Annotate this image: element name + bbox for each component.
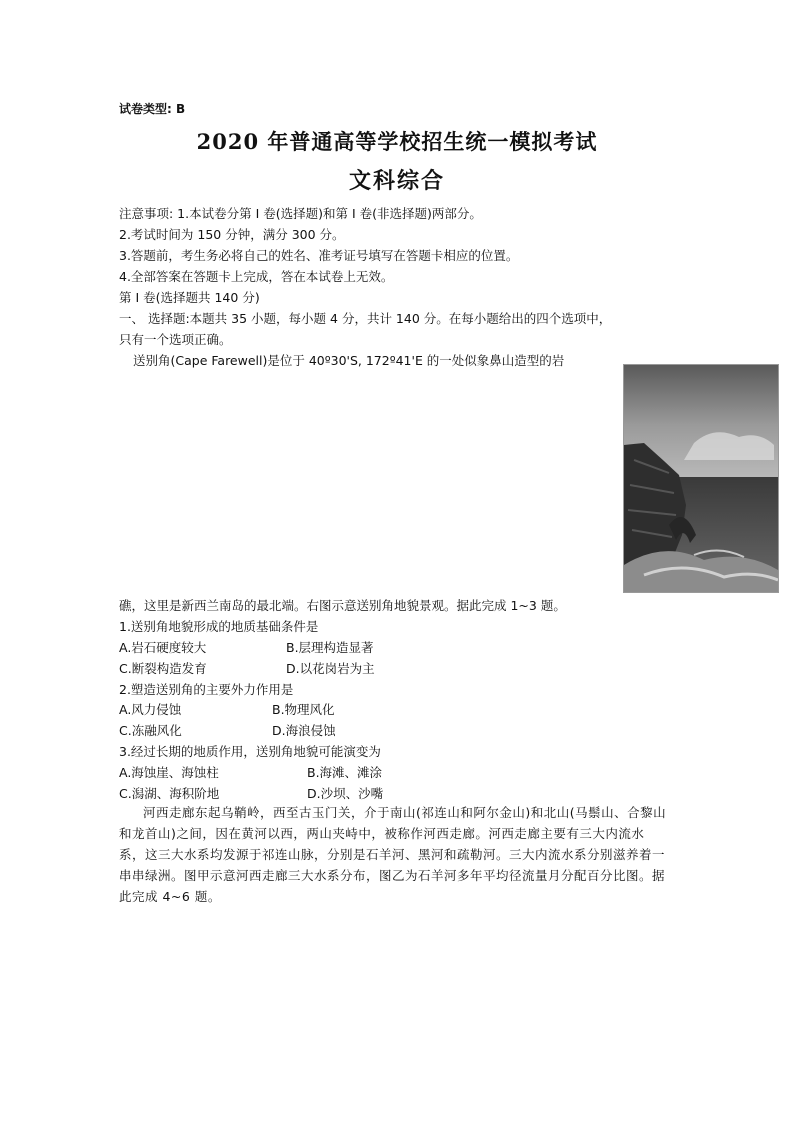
option: C.潟湖、海积阶地: [119, 786, 220, 801]
section-heading: 第 I 卷(选择题共 140 分): [119, 290, 260, 305]
option: B.海滩、滩涂: [307, 765, 383, 780]
passage1-line2: 礁，这里是新西兰南岛的最北端。右图示意送别角地貌景观。据此完成 1~3 题。: [119, 598, 566, 613]
exam-title: 2020 年普通高等学校招生统一模拟考试: [196, 129, 598, 154]
passage2: 河西走廊东起乌鞘岭，西至古玉门关，介于南山(祁连山和阿尔金山)和北山(马鬃山、合黎山和龙首山)之间，因在黄河以西，两山夹峙中，被称作河西走廊。河西走廊主要有三大内流水系，这三大水系均发源于祁连山脉，分别是石羊河、黑河和疏勒河。三大内流水系分别滋养着一串串绿洲。图甲示意河西走廊三大水系分布，图乙为石羊河多年平均径流量月分配百分比图。据此完成 4~6 题。: [119, 805, 667, 904]
option: D.以花岗岩为主: [286, 661, 375, 676]
section-intro-line: 一、 选择题:本题共 35 小题，每小题 4 分，共计 140 分。在每小题给出的四个选项中，: [119, 311, 612, 326]
option: C.断裂构造发育: [119, 661, 207, 676]
note-line: 3.答题前，考生务必将自己的姓名、准考证号填写在答题卡相应的位置。: [119, 248, 519, 263]
option: D.海浪侵蚀: [272, 723, 336, 738]
note-line: 2.考试时间为 150 分钟，满分 300 分。: [119, 227, 345, 242]
option: C.冻融风化: [119, 723, 182, 738]
section-intro-line: 只有一个选项正确。: [119, 332, 232, 347]
question-stem: 3.经过长期的地质作用，送别角地貌可能演变为: [119, 744, 381, 759]
note-line: 注意事项: 1.本试卷分第 I 卷(选择题)和第 I 卷(非选择题)两部分。: [119, 206, 482, 221]
option: A.风力侵蚀: [119, 702, 182, 717]
question-stem: 2.塑造送别角的主要外力作用是: [119, 682, 294, 697]
question-stem: 1.送别角地貌形成的地质基础条件是: [119, 619, 319, 634]
note-line: 4.全部答案在答题卡上完成，答在本试卷上无效。: [119, 269, 394, 284]
option: A.岩石硬度较大: [119, 640, 207, 655]
exam-type-label: 试卷类型: B: [119, 102, 186, 116]
option: B.物理风化: [272, 702, 335, 717]
option: D.沙坝、沙嘴: [307, 786, 384, 801]
option: A.海蚀崖、海蚀柱: [119, 765, 219, 780]
exam-subtitle: 文科综合: [348, 168, 445, 194]
cape-farewell-photo: [623, 364, 779, 593]
passage1-line1: 送别角(Cape Farewell)是位于 40º30'S, 172º41'E 的一处似象鼻山造型的岩: [133, 353, 565, 368]
option: B.层理构造显著: [286, 640, 374, 655]
